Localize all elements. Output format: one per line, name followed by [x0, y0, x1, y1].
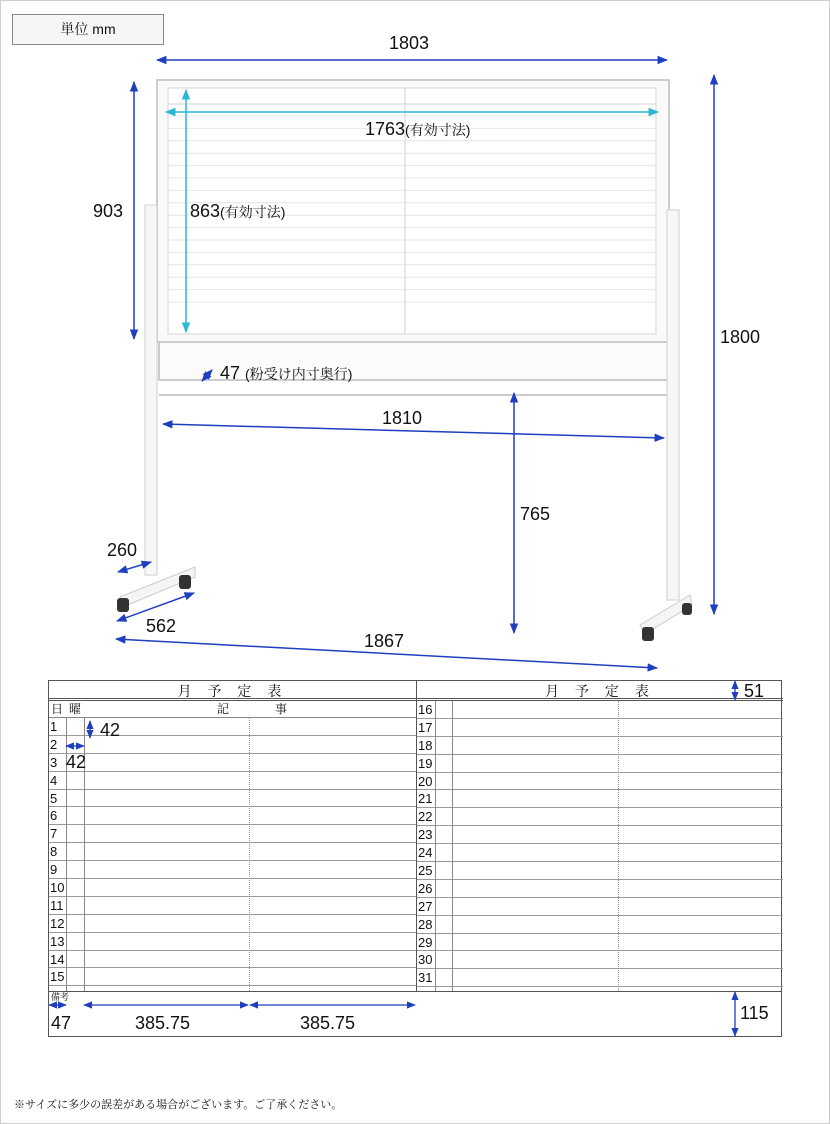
table-row — [417, 934, 783, 952]
dim-frame-width: 1810 — [382, 408, 423, 428]
day-number: 19 — [418, 755, 433, 771]
day-number: 9 — [50, 862, 58, 878]
day-number: 1 — [50, 719, 58, 734]
table-row — [49, 915, 416, 933]
dim-effective-height-note: (有効寸法) — [220, 204, 286, 220]
divider — [452, 701, 453, 991]
dim-row-height: 42 — [100, 720, 121, 740]
day-number: 6 — [50, 808, 58, 824]
caster — [117, 598, 129, 612]
table-row — [417, 951, 783, 969]
unit-label: 単位 mm — [12, 14, 164, 45]
dim-tray-depth — [220, 364, 352, 382]
day-number: 31 — [418, 970, 433, 986]
day-number: 20 — [418, 773, 433, 789]
table-row — [49, 897, 416, 915]
table-row — [49, 772, 416, 790]
table-row — [417, 737, 783, 755]
schedule-header-left — [49, 701, 416, 718]
table-row — [49, 968, 416, 986]
day-number: 11 — [50, 897, 64, 913]
day-number: 8 — [50, 844, 58, 860]
table-row — [417, 844, 783, 862]
dim-base-depth: 562 — [146, 616, 177, 636]
table-row — [417, 719, 783, 737]
dim-effective-height-value: 863 — [190, 201, 221, 221]
header-memo-b: 事 — [275, 702, 288, 716]
table-row — [49, 790, 416, 808]
dim-total-height: 1800 — [720, 327, 761, 347]
dim-floor-to-tray: 765 — [520, 504, 551, 524]
day-number: 21 — [418, 791, 433, 807]
day-number: 2 — [50, 736, 58, 752]
day-number: 17 — [418, 719, 433, 735]
schedule-table — [48, 680, 782, 1037]
day-number: 27 — [418, 898, 433, 914]
dim-caster-gap: 260 — [107, 540, 138, 560]
table-row — [49, 879, 416, 897]
header-day: 日 — [51, 702, 64, 716]
table-row — [417, 898, 783, 916]
dim-title-height: 51 — [744, 681, 765, 701]
dim-tray-depth-note: (粉受け内寸奥行) — [245, 366, 353, 382]
caster — [642, 627, 654, 641]
header-weekday: 曜 — [69, 702, 82, 716]
day-number: 18 — [418, 737, 433, 753]
table-row — [417, 969, 783, 987]
dim-notes-width: 47 — [51, 1013, 72, 1033]
header-memo-a: 記 — [217, 702, 230, 716]
table-row — [49, 807, 416, 825]
left-leg — [145, 205, 157, 575]
table-row — [49, 825, 416, 843]
dim-effective-width — [365, 120, 470, 138]
table-row — [417, 826, 783, 844]
day-number: 4 — [50, 772, 58, 788]
day-number: 25 — [418, 863, 433, 879]
day-number: 28 — [418, 916, 433, 932]
day-number: 30 — [418, 952, 433, 968]
table-row — [49, 861, 416, 879]
caster — [179, 575, 191, 589]
day-number: 7 — [50, 826, 58, 842]
dim-width-top: 1803 — [389, 33, 430, 53]
day-number: 14 — [50, 951, 65, 967]
dim-effective-width-note: (有効寸法) — [405, 122, 471, 138]
notes-label: 備考 — [51, 992, 70, 1002]
table-row — [417, 880, 783, 898]
table-row — [417, 755, 783, 773]
divider — [618, 701, 619, 991]
schedule-right — [417, 681, 783, 991]
day-number: 3 — [50, 754, 58, 770]
day-number: 22 — [418, 809, 433, 825]
table-row — [49, 754, 416, 772]
day-number: 16 — [418, 702, 433, 717]
table-row — [417, 808, 783, 826]
day-number: 29 — [418, 934, 433, 950]
table-row — [417, 701, 783, 719]
day-number: 5 — [50, 790, 58, 806]
table-row — [49, 843, 416, 861]
table-row — [49, 951, 416, 969]
day-number: 15 — [50, 969, 65, 985]
day-number: 12 — [50, 915, 65, 931]
rows-left — [49, 718, 416, 986]
dim-col-width: 42 — [66, 752, 87, 772]
day-number: 13 — [50, 933, 65, 949]
day-number: 23 — [418, 827, 433, 843]
divider — [249, 717, 250, 991]
caster — [682, 603, 692, 615]
table-row — [417, 790, 783, 808]
dim-tray-depth-value: 47 — [220, 363, 241, 383]
divider — [435, 701, 436, 991]
dim-total-width: 1867 — [364, 631, 405, 651]
schedule-title-left: 月 予 定 表 — [49, 681, 416, 701]
dim-col-b: 385.75 — [300, 1013, 356, 1033]
day-number: 24 — [418, 845, 433, 861]
day-number: 26 — [418, 880, 433, 896]
footnote: ※サイズに多少の誤差がある場合がございます。ご了承ください。 — [14, 1099, 343, 1111]
table-row — [417, 862, 783, 880]
dim-notes-height: 115 — [740, 1003, 769, 1023]
dim-col-a: 385.75 — [135, 1013, 191, 1033]
dim-effective-width-value: 1763 — [365, 119, 406, 139]
table-row — [417, 773, 783, 791]
day-number: 10 — [50, 880, 65, 896]
dim-effective-height — [190, 202, 285, 220]
table-row — [49, 933, 416, 951]
schedule-title-right: 月 予 定 表 — [417, 681, 783, 701]
dim-height-board: 903 — [93, 201, 124, 221]
right-leg — [667, 210, 679, 600]
rows-right — [417, 701, 783, 987]
table-row — [417, 916, 783, 934]
